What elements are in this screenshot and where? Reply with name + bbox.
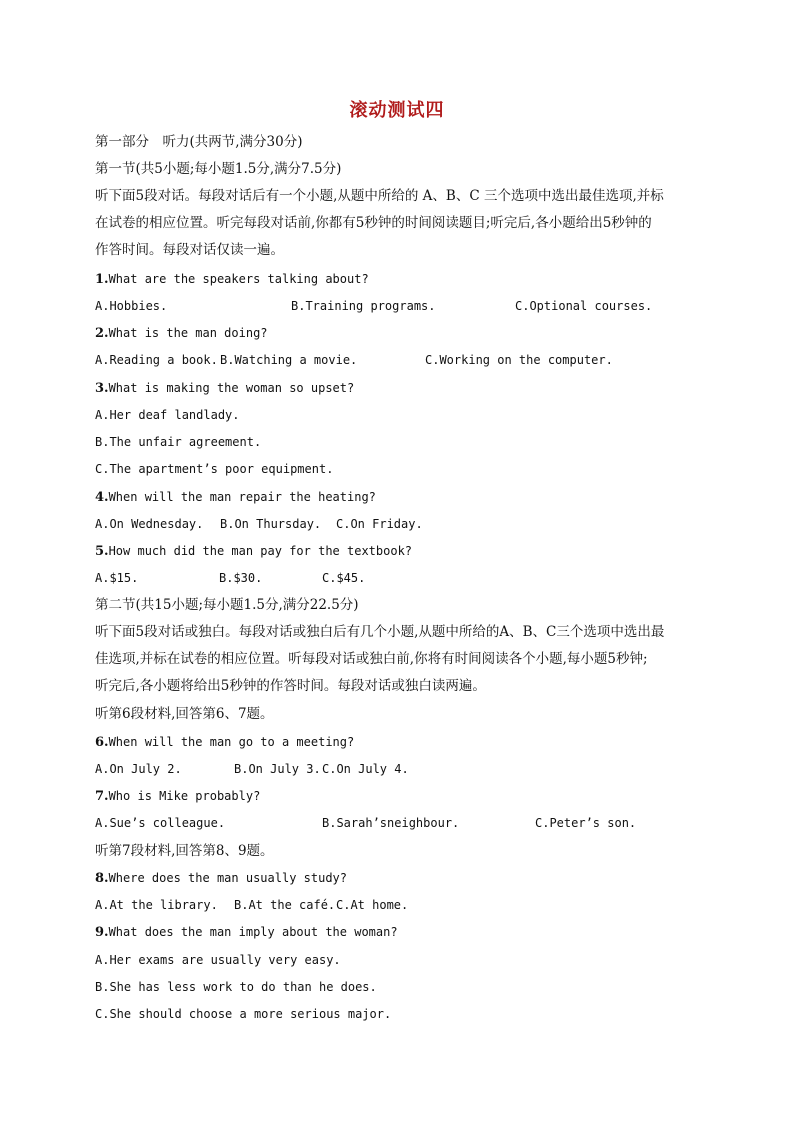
question-3: [95, 379, 354, 398]
question-2: [95, 324, 268, 343]
question-6: [95, 733, 354, 752]
option-a[interactable]: A.Reading a book.: [95, 353, 218, 367]
section2-instruction-line-3: 听完后,各小题将给出5秒钟的作答时间。每段对话或独白读两遍。: [95, 678, 486, 694]
option-a[interactable]: A.On July 2.: [95, 762, 182, 776]
question-8: [95, 869, 347, 888]
question-text: Who is Mike probably?: [108, 789, 261, 803]
option-c[interactable]: C.$45.: [322, 571, 366, 585]
section2-instruction-line-1: 听下面5段对话或独白。每段对话或独白后有几个小题,从题中所给的A、B、C三个选项中选出最: [95, 624, 665, 640]
option-c[interactable]: C.At home.: [336, 898, 409, 912]
option-c[interactable]: C.Optional courses.: [515, 299, 653, 313]
question-number: 5.: [95, 544, 109, 559]
option-c[interactable]: C.On Friday.: [336, 517, 423, 531]
question-1: [95, 270, 369, 289]
page-title: 滚动测试四: [349, 100, 445, 121]
question-number: 7.: [95, 789, 109, 804]
question-5: [95, 542, 412, 561]
question-number: 2.: [95, 326, 109, 341]
question-text: What are the speakers talking about?: [108, 272, 369, 286]
question-9-option-b[interactable]: B.She has less work to do than he does.: [95, 980, 377, 994]
question-text: When will the man repair the heating?: [108, 490, 376, 504]
option-c[interactable]: C.Working on the computer.: [425, 353, 613, 367]
section2-header: 第二节(共15小题;每小题1.5分,满分22.5分): [95, 597, 359, 613]
question-number: 8.: [95, 871, 109, 886]
question-9-option-c[interactable]: C.She should choose a more serious major.: [95, 1007, 392, 1021]
question-7: [95, 787, 260, 806]
question-3-option-b[interactable]: B.The unfair agreement.: [95, 435, 262, 449]
section1-instruction-line-3: 作答时间。每段对话仅读一遍。: [95, 242, 284, 258]
option-a[interactable]: A.Hobbies.: [95, 299, 168, 313]
option-b[interactable]: B.On Thursday.: [220, 517, 322, 531]
section2-instruction-line-2: 佳选项,并标在试卷的相应位置。听每段对话或独白前,你将有时间阅读各个小题,每小题5秒钟;: [95, 651, 648, 667]
option-a[interactable]: A.On Wednesday.: [95, 517, 204, 531]
section1-header: 第一节(共5小题;每小题1.5分,满分7.5分): [95, 161, 342, 177]
option-a[interactable]: A.Sue’s colleague.: [95, 816, 226, 830]
option-b[interactable]: B.At the café.: [234, 898, 336, 912]
question-text: Where does the man usually study?: [108, 871, 347, 885]
question-text: How much did the man pay for the textbook?: [108, 544, 413, 558]
question-4: [95, 488, 376, 507]
part1-header: 第一部分 听力(共两节,满分30分): [95, 134, 303, 150]
option-b[interactable]: B.Watching a movie.: [220, 353, 358, 367]
option-a[interactable]: A.$15.: [95, 571, 139, 585]
option-c[interactable]: C.On July 4.: [322, 762, 409, 776]
question-number: 4.: [95, 490, 109, 505]
question-3-option-a[interactable]: A.Her deaf landlady.: [95, 408, 240, 422]
question-9: [95, 923, 398, 942]
option-b[interactable]: B.Training programs.: [291, 299, 436, 313]
option-a[interactable]: A.At the library.: [95, 898, 218, 912]
material-7-heading: 听第7段材料,回答第8、9题。: [95, 843, 274, 859]
option-c[interactable]: C.Peter’s son.: [535, 816, 637, 830]
option-b[interactable]: B.On July 3.: [234, 762, 321, 776]
question-number: 6.: [95, 735, 109, 750]
question-text: What is making the woman so upset?: [108, 381, 355, 395]
section1-instruction-line-1: 听下面5段对话。每段对话后有一个小题,从题中所给的 A、B、C 三个选项中选出最佳选项,并标: [95, 188, 664, 204]
question-3-option-c[interactable]: C.The apartment’s poor equipment.: [95, 462, 334, 476]
option-b[interactable]: B.Sarah’sneighbour.: [322, 816, 460, 830]
question-number: 9.: [95, 925, 109, 940]
question-9-option-a[interactable]: A.Her exams are usually very easy.: [95, 953, 341, 967]
question-text: What is the man doing?: [108, 326, 268, 340]
question-text: What does the man imply about the woman?: [108, 925, 398, 939]
option-b[interactable]: B.$30.: [219, 571, 263, 585]
question-number: 1.: [95, 272, 109, 287]
question-text: When will the man go to a meeting?: [108, 735, 355, 749]
section1-instruction-line-2: 在试卷的相应位置。听完每段对话前,你都有5秒钟的时间阅读题目;听完后,各小题给出5秒钟的: [95, 215, 652, 231]
question-number: 3.: [95, 381, 109, 396]
material-6-heading: 听第6段材料,回答第6、7题。: [95, 706, 274, 722]
